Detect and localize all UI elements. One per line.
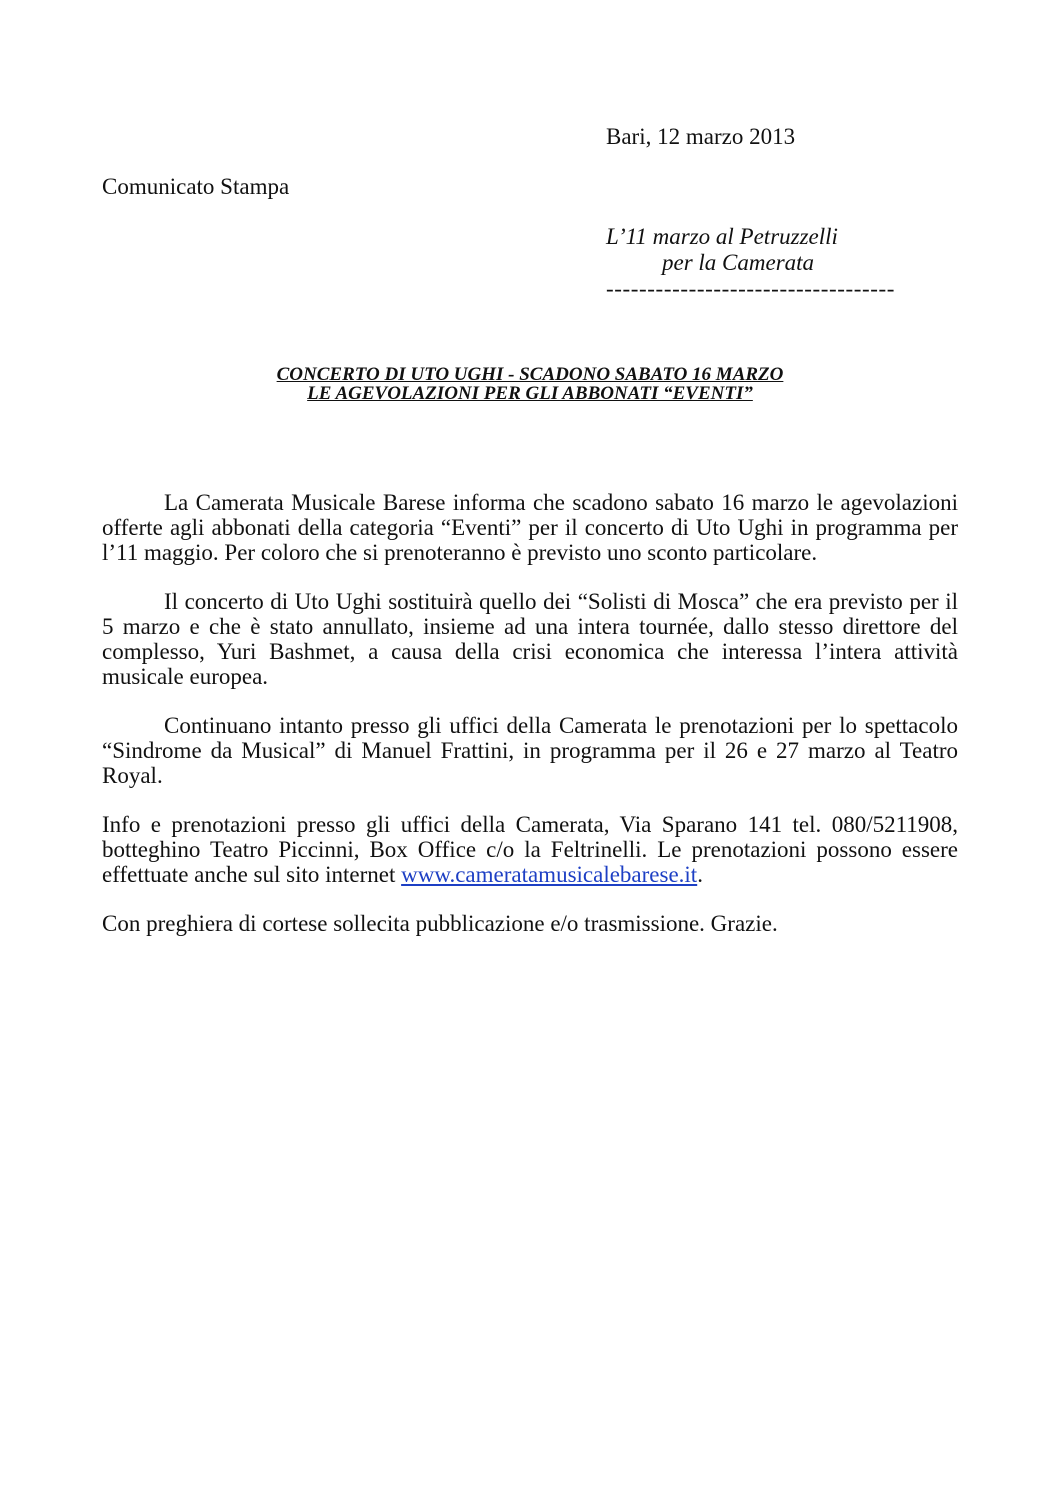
subtitle-block	[606, 224, 895, 302]
subtitle-line-1: L’11 marzo al Petruzzelli	[606, 224, 838, 249]
subtitle-line-2: per la Camerata	[662, 250, 815, 275]
body-text	[102, 490, 958, 960]
headline-line-1: CONCERTO DI UTO UGHI - SCADONO SABATO 16 MARZO	[276, 364, 784, 385]
document-type: Comunicato Stampa	[102, 174, 290, 199]
paragraph-4-text: Info e prenotazioni presso gli uffici della Camerata, Via Sparano 141 tel. 080/5211908, botteghino Teatro Piccinni, Box Office c/o la Feltrinelli. Le prenotazioni possono essere effettuate anche sul sito internet	[102, 812, 958, 887]
headline-line-2: LE AGEVOLAZIONI PER GLI ABBONATI “EVENTI”	[307, 383, 753, 404]
separator-line: -----------------------------------	[606, 276, 896, 301]
website-link[interactable]: www.cameratamusicalebarese.it	[401, 862, 698, 887]
closing-line: Con preghiera di cortese sollecita pubblicazione e/o trasmissione. Grazie.	[102, 911, 778, 936]
paragraph-4	[102, 812, 958, 887]
paragraph-4-end: .	[697, 862, 703, 887]
paragraph-1: La Camerata Musicale Barese informa che scadono sabato 16 marzo le agevolazioni offerte agli abbonati della categoria “Eventi” per il concerto di Uto Ughi in programma per l’11 maggio. Per coloro che si prenoteranno è previsto uno sconto particolare.	[102, 490, 958, 565]
headline	[102, 365, 958, 403]
document-date: Bari, 12 marzo 2013	[606, 124, 796, 149]
paragraph-2: Il concerto di Uto Ughi sostituirà quello dei “Solisti di Mosca” che era previsto per il 5 marzo e che è stato annullato, insieme ad una intera tournée, dallo stesso direttore del complesso, Yuri Bashmet, a causa della crisi economica che interessa l’intera attività musicale europea.	[102, 589, 958, 689]
paragraph-3: Continuano intanto presso gli uffici della Camerata le prenotazioni per lo spettacolo “Sindrome da Musical” di Manuel Frattini, in programma per il 26 e 27 marzo al Teatro Royal.	[102, 713, 958, 788]
